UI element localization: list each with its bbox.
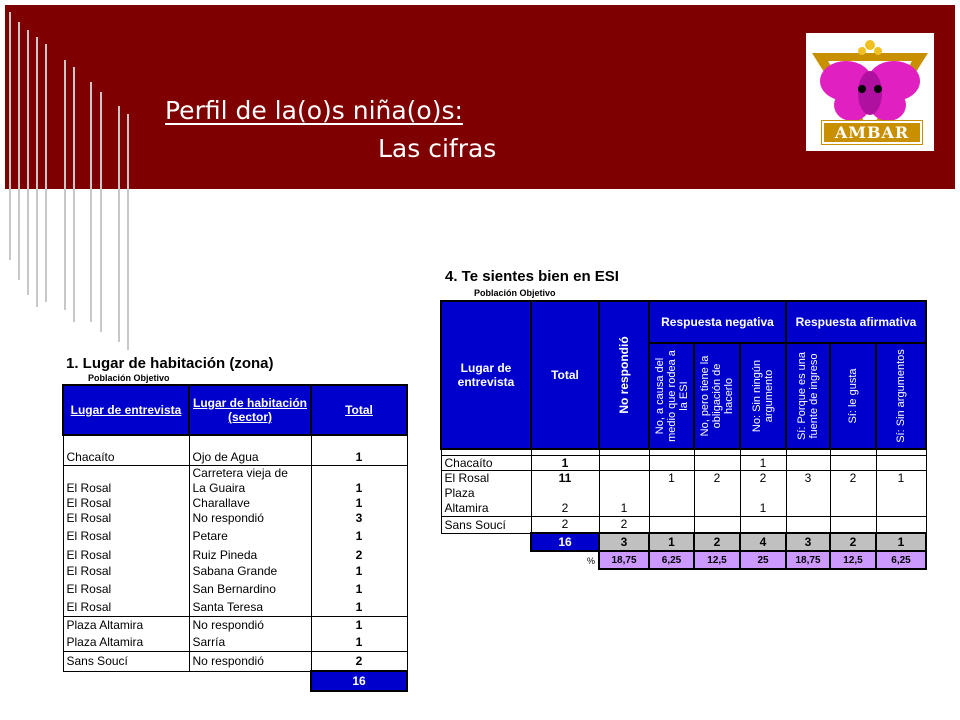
table2-subheader — [694, 343, 740, 449]
total-cell: 16 — [311, 671, 407, 691]
cell: No respondió — [189, 651, 311, 671]
cell — [876, 516, 926, 533]
table-row — [441, 500, 926, 516]
table1-header-lugar-entrevista — [63, 385, 189, 435]
header — [0, 0, 960, 192]
cell: Sabana Grande — [189, 563, 311, 579]
cell: Petare — [189, 526, 311, 546]
table-row — [63, 480, 407, 495]
cell: 1 — [876, 470, 926, 486]
decorative-line — [118, 106, 120, 342]
cell — [599, 470, 649, 486]
header-label: No, a causa del medio que rodea a la ESI — [653, 350, 690, 442]
spacer — [441, 551, 531, 569]
spacer — [441, 533, 531, 551]
cell: 1 — [311, 579, 407, 599]
cell: 1 — [740, 500, 786, 516]
cell — [786, 500, 830, 516]
table1 — [62, 384, 408, 692]
cell: 1 — [311, 495, 407, 510]
cell: No respondió — [189, 510, 311, 526]
cell — [740, 486, 786, 500]
percent-cell: 25 — [740, 551, 786, 569]
cell — [830, 486, 876, 500]
spacer — [189, 435, 311, 450]
header-label: No respondió — [617, 336, 631, 414]
cell: Santa Teresa — [189, 599, 311, 616]
table1-title: 1. Lugar de habitación (zona) — [66, 355, 274, 372]
table2-subheader — [649, 343, 694, 449]
decorative-line — [27, 30, 29, 295]
cell — [694, 486, 740, 500]
table-row — [63, 510, 407, 526]
decorative-line — [64, 60, 66, 310]
cell: 1 — [311, 450, 407, 465]
table1-header-total — [311, 385, 407, 435]
page-title: Perfil de la(o)s niña(o)s: — [165, 96, 463, 125]
table2-subheader — [786, 343, 830, 449]
cell: 3 — [786, 470, 830, 486]
cell: 2 — [740, 470, 786, 486]
cell: 1 — [531, 455, 599, 470]
cell: 3 — [311, 510, 407, 526]
spacer — [311, 435, 407, 450]
table2-subtitle: Población Objetivo — [474, 288, 556, 298]
cell: Plaza — [441, 486, 531, 500]
total-cell: 4 — [740, 533, 786, 551]
table-row — [441, 516, 926, 533]
cell: El Rosal — [63, 526, 189, 546]
cell — [649, 455, 694, 470]
table2-header-lugar: Lugar de entrevista — [441, 301, 531, 449]
table2-header-no-respondio — [599, 301, 649, 449]
table-row-percentages — [441, 551, 926, 569]
cell — [649, 500, 694, 516]
decorative-line — [90, 82, 92, 322]
cell — [649, 486, 694, 500]
header-label: No, pero tiene la obligación de hacerlo — [699, 355, 735, 437]
cell: 1 — [740, 455, 786, 470]
table-row — [63, 450, 407, 465]
page-subtitle: Las cifras — [378, 134, 497, 163]
total-cell: 2 — [830, 533, 876, 551]
cell — [830, 500, 876, 516]
cell: Chacaíto — [441, 455, 531, 470]
cell: 2 — [311, 546, 407, 563]
cell: 1 — [599, 500, 649, 516]
decorative-line — [45, 44, 47, 302]
cell — [63, 465, 189, 480]
cell — [599, 486, 649, 500]
cell: Chacaíto — [63, 450, 189, 465]
table-row — [63, 579, 407, 599]
cell — [830, 516, 876, 533]
header-label: Sí: Sin argumentos — [895, 349, 907, 443]
cell: 1 — [311, 599, 407, 616]
cell: 2 — [311, 651, 407, 671]
cell: El Rosal — [63, 579, 189, 599]
cell: El Rosal — [63, 510, 189, 526]
cell: El Rosal — [441, 470, 531, 486]
cell: El Rosal — [63, 495, 189, 510]
cell: 2 — [531, 500, 599, 516]
cell: 11 — [531, 470, 599, 486]
table-row — [63, 546, 407, 563]
header-label: Lugar de entrevista — [70, 403, 182, 417]
percent-cell: 18,75 — [599, 551, 649, 569]
table-row — [441, 486, 926, 500]
cell: 1 — [311, 526, 407, 546]
header-label: Sí: Porque es una fuente de ingreso — [796, 351, 820, 441]
table-row — [441, 470, 926, 486]
table-row — [63, 599, 407, 616]
cell: El Rosal — [63, 546, 189, 563]
cell — [830, 455, 876, 470]
table1-subtitle: Población Objetivo — [88, 373, 170, 383]
table-row-totals — [441, 533, 926, 551]
header-label: No: Sin ningún argumento — [751, 359, 775, 433]
total-cell: 3 — [599, 533, 649, 551]
table-row — [63, 633, 407, 651]
cell — [876, 455, 926, 470]
cell — [599, 455, 649, 470]
cell — [876, 500, 926, 516]
decorative-line — [36, 37, 38, 307]
cell — [786, 486, 830, 500]
cell: 1 — [311, 563, 407, 579]
cell: Altamira — [441, 500, 531, 516]
table-row — [63, 495, 407, 510]
cell: 2 — [830, 470, 876, 486]
percent-cell: 6,25 — [649, 551, 694, 569]
cell: 1 — [311, 633, 407, 651]
total-cell: 2 — [694, 533, 740, 551]
table2-subheader — [740, 343, 786, 449]
table2-title: 4. Te sientes bien en ESI — [445, 268, 619, 285]
spacer — [63, 671, 189, 691]
cell: San Bernardino — [189, 579, 311, 599]
cell: Sans Soucí — [441, 516, 531, 533]
table-row — [63, 616, 407, 633]
table2-header-negativa: Respuesta negativa — [649, 301, 786, 343]
cell: El Rosal — [63, 480, 189, 495]
cell: Plaza Altamira — [63, 633, 189, 651]
cell: La Guaira — [189, 480, 311, 495]
cell: Charallave — [189, 495, 311, 510]
percent-cell: 12,5 — [830, 551, 876, 569]
cell — [876, 486, 926, 500]
cell: Ruiz Pineda — [189, 546, 311, 563]
ambar-logo — [806, 33, 934, 151]
cell — [740, 516, 786, 533]
cell: 1 — [311, 480, 407, 495]
logo-text: AMBAR — [822, 121, 922, 144]
cell — [694, 516, 740, 533]
cell: Sarría — [189, 633, 311, 651]
cell — [531, 486, 599, 500]
header-label: Sí: le gusta — [847, 368, 859, 424]
cell — [311, 465, 407, 480]
table1-header-lugar-habitacion — [189, 385, 311, 435]
cell — [649, 516, 694, 533]
cell — [786, 455, 830, 470]
cell — [694, 455, 740, 470]
table-row — [441, 455, 926, 470]
decorative-line — [127, 114, 129, 350]
cell: 2 — [694, 470, 740, 486]
spacer — [189, 671, 311, 691]
cell: Plaza Altamira — [63, 616, 189, 633]
table2 — [440, 300, 927, 570]
decorative-line — [100, 92, 102, 332]
cell: Carretera vieja de — [189, 465, 311, 480]
total-cell: 1 — [649, 533, 694, 551]
cell — [786, 516, 830, 533]
decorative-line — [9, 12, 11, 260]
cell: 1 — [649, 470, 694, 486]
percent-cell: 18,75 — [786, 551, 830, 569]
decorative-line — [73, 67, 75, 322]
cell: Ojo de Agua — [189, 450, 311, 465]
table2-subheader — [876, 343, 926, 449]
percent-cell: 12,5 — [694, 551, 740, 569]
cell: 1 — [311, 616, 407, 633]
cell — [694, 500, 740, 516]
cell: El Rosal — [63, 599, 189, 616]
total-cell: 16 — [531, 533, 599, 551]
decorative-line — [18, 22, 20, 280]
percent-label: % — [586, 555, 595, 566]
cell: Sans Soucí — [63, 651, 189, 671]
table2-header-total: Total — [531, 301, 599, 449]
table2-subheader — [830, 343, 876, 449]
table-row — [63, 651, 407, 671]
table-row — [63, 563, 407, 579]
percent-cell: 6,25 — [876, 551, 926, 569]
total-cell: 1 — [876, 533, 926, 551]
total-cell: 3 — [786, 533, 830, 551]
cell: El Rosal — [63, 563, 189, 579]
header-label: Lugar de habitación (sector) — [193, 396, 308, 424]
cell: 2 — [531, 516, 599, 533]
cell: 2 — [599, 516, 649, 533]
header-label: Total — [345, 403, 373, 417]
table2-header-afirmativa: Respuesta afirmativa — [786, 301, 926, 343]
table-row — [63, 526, 407, 546]
spacer — [63, 435, 189, 450]
table-row — [63, 465, 407, 480]
cell: No respondió — [189, 616, 311, 633]
table-row-total — [63, 671, 407, 691]
